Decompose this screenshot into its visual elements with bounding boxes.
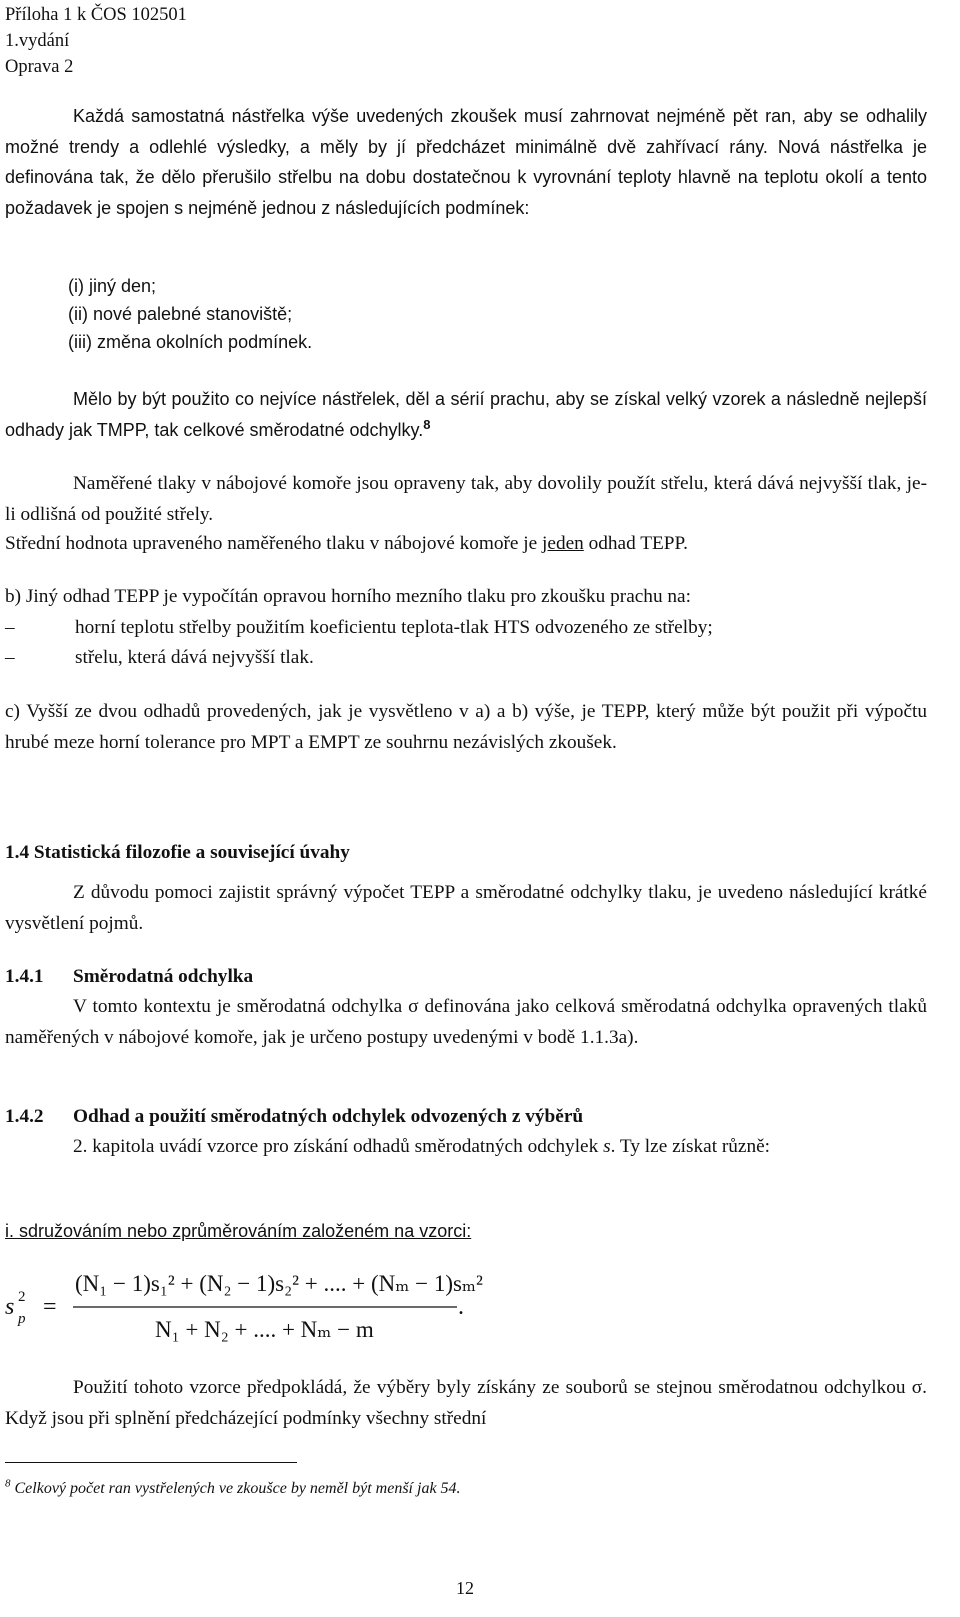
paragraph-duvod: Z důvodu pomoci zajistit správný výpočet TEPP a směrodatné odchylky tlaku, je uvedeno následující krátké vysvětlení pojmů. [5, 882, 927, 934]
formula-numerator: (N₁ − 1)s₁² + (N₂ − 1)s₂² + .... + (Nₘ − 1)sₘ² [75, 1271, 483, 1296]
pooled-variance-formula [5, 1263, 605, 1353]
formula-lhs-sup: 2 [18, 1289, 26, 1305]
paragraph-stredni-hodnota [5, 529, 927, 560]
paragraph-text: 2. kapitola uvádí vzorce pro získání odhadů směrodatných odchylek [73, 1136, 604, 1157]
page-number: 12 [456, 1578, 474, 1598]
dash-item-text: střelu, která dává nejvyšší tlak. [75, 647, 314, 668]
paragraph-b: b) Jiný odhad TEPP je vypočítán opravou horního mezního tlaku pro zkoušku prachu na: [5, 586, 691, 607]
section-heading-1-4-2 [5, 1102, 583, 1133]
dash-bullet: – [5, 617, 15, 638]
condition-item: (ii) nové palebné stanoviště; [68, 304, 293, 324]
dash-item [5, 613, 713, 644]
condition-item: (i) jiný den; [68, 276, 157, 296]
footnote-number: 8 [5, 1477, 11, 1490]
section-heading-1-4: 1.4 Statistická filozofie a související úvahy [5, 842, 350, 863]
header-annex: Příloha 1 k ČOS 102501 [5, 5, 187, 25]
paragraph-nastrelka: Každá samostatná nástřelka výše uvedených zkoušek musí zahrnovat nejméně pět ran, aby se odhalily možné trendy a odlehlé výsledky, a měly by jí předcházet minimálně dvě zahřívací rány. Nová nástřelka je definována tak, že dělo přerušilo střelbu na dobu dostatečnou k vyrovnání teploty hlavně na teplotu okolí a tento požadavek je spojen s nejméně jednou z následujících podmínek: [5, 106, 927, 218]
header-amendment: Oprava 2 [5, 57, 74, 77]
footnote-text: Celkový počet ran vystřelených ve zkoušce by neměl být menší jak 54. [14, 1480, 461, 1497]
footnote-reference[interactable]: 8 [423, 416, 431, 432]
paragraph-smerodatna-odchylka: V tomto kontextu je směrodatná odchylka σ definována jako celková směrodatná odchylka opravených tlaků naměřených v nábojové komoře, jak je určeno postupy uvedenými v bodě 1.1.3a). [5, 996, 927, 1048]
footnote [5, 1474, 461, 1505]
symbol-s: s [603, 1136, 611, 1157]
footnote-separator [5, 1462, 297, 1463]
paragraph-pouziti-vzorce: Použití tohoto vzorce předpokládá, že výběry byly získány ze souborů se stejnou směrodatnou odchylkou σ. Když jsou při splnění předcházející podmínky všechny střední [5, 1377, 927, 1429]
dash-bullet: – [5, 647, 15, 668]
formula-denominator: N₁ + N₂ + .... + Nₘ − m [155, 1317, 374, 1342]
formula-lhs: s [5, 1294, 15, 1320]
dash-item-text: horní teplotu střelby použitím koeficientu teplota-tlak HTS odvozeného ze střelby; [75, 617, 713, 638]
paragraph-c: c) Vyšší ze dvou odhadů provedených, jak je vysvětleno v a) a b) výše, je TEPP, který může být použit při výpočtu hrubé meze horní tolerance pro MPT a EMPT ze souhrnu nezávislých zkoušek. [5, 701, 927, 753]
paragraph-text: odhad TEPP. [583, 533, 688, 554]
heading-title: Odhad a použití směrodatných odchylek odvozených z výběrů [73, 1106, 584, 1127]
underlined-word: jeden [542, 533, 584, 554]
paragraph-vzorek-text: Mělo by být použito co nejvíce nástřelek, děl a sérií prachu, aby se získal velký vzorek a následně nejlepší odhady jak TMPP, tak celkové směrodatné odchylky. [5, 389, 927, 440]
document-header [5, 2, 187, 80]
paragraph-text: . Ty lze získat různě: [610, 1136, 771, 1157]
heading-title: Směrodatná odchylka [73, 966, 254, 987]
dash-item [5, 643, 314, 674]
formula-equals: = [43, 1294, 57, 1320]
condition-item: (iii) změna okolních podmínek. [68, 332, 313, 352]
formula-lhs-sub: p [18, 1311, 26, 1327]
conditions-list [68, 272, 312, 356]
heading-number: 1.4.2 [5, 1106, 44, 1127]
paragraph-text: Střední hodnota upraveného naměřeného tlaku v nábojové komoře je [5, 533, 543, 554]
header-edition: 1.vydání [5, 31, 70, 51]
subheading-sdruzovani: i. sdružováním nebo zprůměrováním založeném na vzorci: [5, 1221, 472, 1241]
formula-graphic [5, 1263, 605, 1353]
paragraph-tlaky: Naměřené tlaky v nábojové komoře jsou opraveny tak, aby dovolily použít střelu, která dává nejvyšší tlak, je-li odlišná od použité střely. [5, 473, 927, 525]
formula-end: . [458, 1294, 464, 1320]
paragraph-kapitola [5, 1132, 927, 1163]
paragraph-vzorek [5, 384, 927, 445]
section-heading-1-4-1 [5, 962, 253, 993]
heading-number: 1.4.1 [5, 966, 44, 987]
